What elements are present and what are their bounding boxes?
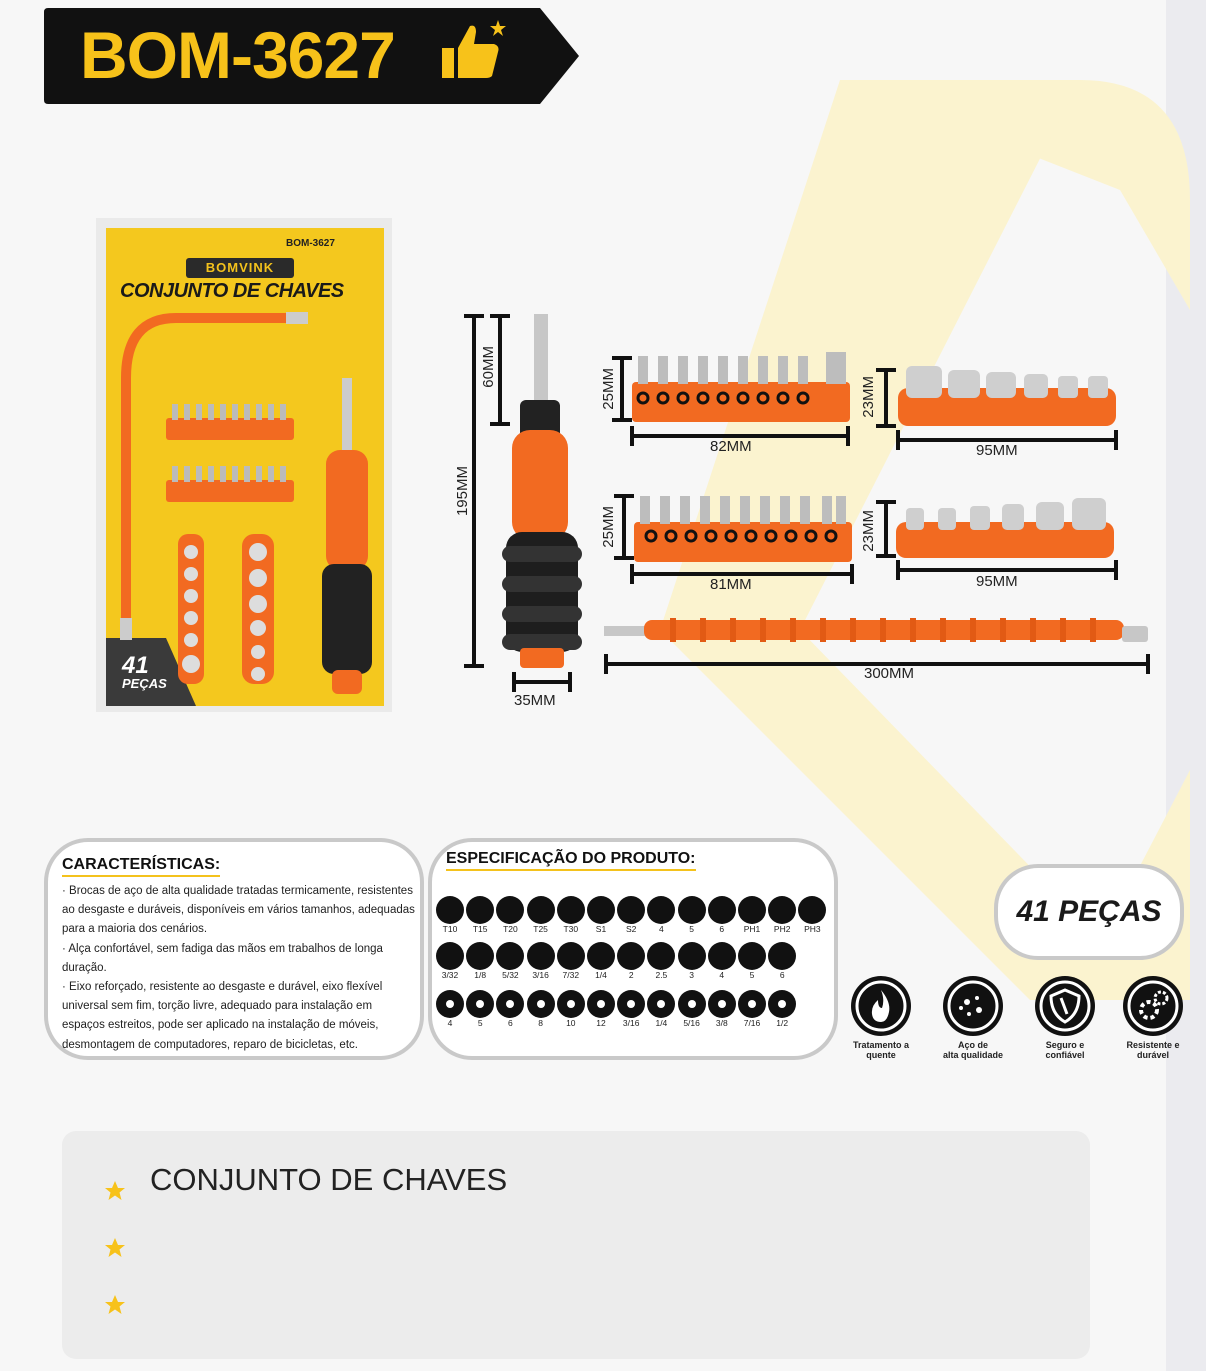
package-piece-count: 41 xyxy=(122,652,149,679)
spec-size-label: 6 xyxy=(508,1018,513,1028)
spec-size-label: 1/8 xyxy=(474,970,487,980)
spec-size-label: PH1 xyxy=(743,924,761,934)
spec-size-dot xyxy=(466,942,494,970)
spec-size-dot xyxy=(708,896,736,924)
spec-size-label: 5 xyxy=(477,1018,483,1028)
icon-label: Tratamento a quente xyxy=(852,1040,910,1060)
icon-label: Resistente e durável xyxy=(1126,1040,1180,1060)
spec-size-dot xyxy=(466,990,494,1018)
features-title: CARACTERÍSTICAS: xyxy=(62,856,220,877)
sockets1-width: 95MM xyxy=(976,442,1018,459)
spec-size-label: 1/2 xyxy=(776,1018,789,1028)
spec-size-label: 6 xyxy=(719,924,725,934)
spec-size-dot xyxy=(527,896,555,924)
sockets2-width: 95MM xyxy=(976,573,1018,590)
spec-size-dot xyxy=(738,942,766,970)
spec-size-dot xyxy=(708,990,736,1018)
panel-title: CONJUNTO DE CHAVES xyxy=(150,1162,508,1197)
bits1-width: 82MM xyxy=(710,438,752,455)
spec-size-dot xyxy=(768,990,796,1018)
star-icon xyxy=(104,1180,126,1202)
spec-size-label: S1 xyxy=(595,924,607,934)
dimension-diagram xyxy=(440,300,1160,720)
star-icon xyxy=(104,1294,126,1316)
icon-label: Seguro e confiável xyxy=(1045,1040,1085,1060)
sockets2-height: 23MM xyxy=(860,510,877,552)
features-list xyxy=(62,882,416,1055)
spec-size-dot xyxy=(708,942,736,970)
spec-size-label: 5 xyxy=(689,924,694,934)
pieces-badge: 41 PEÇAS xyxy=(994,864,1184,960)
spec-size-label: T20 xyxy=(503,924,518,934)
shield-icon xyxy=(1035,976,1095,1036)
spec-size-dot xyxy=(587,896,615,924)
spec-size-label: 3/32 xyxy=(441,970,459,980)
spec-size-label: 5/16 xyxy=(683,1018,700,1028)
handle-shaft-length: 60MM xyxy=(480,346,497,388)
spec-size-label: 5/32 xyxy=(502,970,519,980)
package-model-label: BOM-3627 xyxy=(286,238,335,249)
spec-size-label: 3/16 xyxy=(532,970,549,980)
spec-size-label: PH3 xyxy=(804,924,821,934)
spec-size-dot xyxy=(768,942,796,970)
spec-size-label: 8 xyxy=(538,1018,543,1028)
handle-total-length: 195MM xyxy=(454,466,471,517)
spec-size-label: 12 xyxy=(596,1018,606,1028)
spec-size-dot xyxy=(527,942,555,970)
spec-size-dot xyxy=(678,942,706,970)
bits1-height: 25MM xyxy=(600,368,617,410)
spec-size-dot xyxy=(557,896,585,924)
spec-size-label: 7/32 xyxy=(562,970,580,980)
spec-size-dot xyxy=(617,990,645,1018)
spec-size-label: PH2 xyxy=(773,924,791,934)
spec-size-label: 1/4 xyxy=(655,1018,668,1028)
handle-width: 35MM xyxy=(514,692,556,709)
spec-size-label: T30 xyxy=(563,924,579,934)
package-title: CONJUNTO DE CHAVES xyxy=(120,280,344,302)
spec-size-dot xyxy=(436,942,464,970)
feature-item: · Eixo reforçado, resistente ao desgaste e durável, eixo flexível universal sem fim, torção livre, adequado para instalação em espaços estreitos, pode ser aplicado na instalação de móveis, desmontagem de computadores, reparo de bicicletas, etc. xyxy=(62,981,383,1051)
spec-size-dot xyxy=(617,896,645,924)
icon-label: Aço de alta qualidade xyxy=(942,1040,1004,1060)
spec-size-dot xyxy=(466,896,494,924)
steel-icon xyxy=(943,976,1003,1036)
spec-size-dot xyxy=(587,990,615,1018)
spec-size-dot xyxy=(738,990,766,1018)
spec-size-label: 5 xyxy=(749,970,755,980)
spec-size-label: 1/4 xyxy=(595,970,607,980)
spec-size-label: 4 xyxy=(719,970,725,980)
specification-grid xyxy=(0,0,1,1)
spec-size-label: T25 xyxy=(533,924,548,934)
spec-size-label: 3 xyxy=(689,970,694,980)
sockets1-height: 23MM xyxy=(860,376,877,418)
star-icon xyxy=(104,1237,126,1259)
feature-item: · Alça confortável, sem fadiga das mãos em trabalhos de longa duração. xyxy=(62,942,383,974)
model-title: BOM-3627 xyxy=(80,18,395,92)
spec-size-dot xyxy=(557,990,585,1018)
spec-size-label: T10 xyxy=(442,924,458,934)
spec-size-dot xyxy=(436,990,464,1018)
package-brand-logo: BOMVINK xyxy=(186,258,294,278)
spec-size-dot xyxy=(678,990,706,1018)
spec-size-label: 4 xyxy=(447,1018,453,1028)
spec-size-label: 2 xyxy=(628,970,634,980)
spec-size-label: 10 xyxy=(566,1018,576,1028)
flex-shaft-length: 300MM xyxy=(864,665,915,682)
gear-icon xyxy=(1123,976,1183,1036)
bits2-height: 25MM xyxy=(600,506,617,548)
spec-size-dot xyxy=(587,942,615,970)
flame-icon xyxy=(851,976,911,1036)
spec-size-label: 7/16 xyxy=(743,1018,761,1028)
spec-size-label: 4 xyxy=(659,924,664,934)
thumbs-up-icon xyxy=(438,20,508,82)
spec-size-dot xyxy=(678,896,706,924)
spec-size-label: S2 xyxy=(625,924,637,934)
package-piece-label: PEÇAS xyxy=(122,676,167,691)
spec-size-label: 2.5 xyxy=(655,970,668,980)
spec-size-label: 6 xyxy=(779,970,785,980)
spec-size-dot xyxy=(436,896,464,924)
spec-size-dot xyxy=(738,896,766,924)
spec-size-label: 3/8 xyxy=(715,1018,728,1028)
spec-size-dot xyxy=(617,942,645,970)
spec-size-dot xyxy=(527,990,555,1018)
spec-size-label: T15 xyxy=(472,924,488,934)
specification-title: ESPECIFICAÇÃO DO PRODUTO: xyxy=(446,850,696,871)
bits2-width: 81MM xyxy=(710,576,752,593)
spec-size-dot xyxy=(557,942,585,970)
feature-item: · Brocas de aço de alta qualidade tratadas termicamente, resistentes ao desgaste e duráveis, disponíveis em vários tamanhos, adequadas para a maioria dos cenários. xyxy=(62,885,415,936)
spec-size-label: 3/16 xyxy=(622,1018,640,1028)
spec-size-dot xyxy=(768,896,796,924)
